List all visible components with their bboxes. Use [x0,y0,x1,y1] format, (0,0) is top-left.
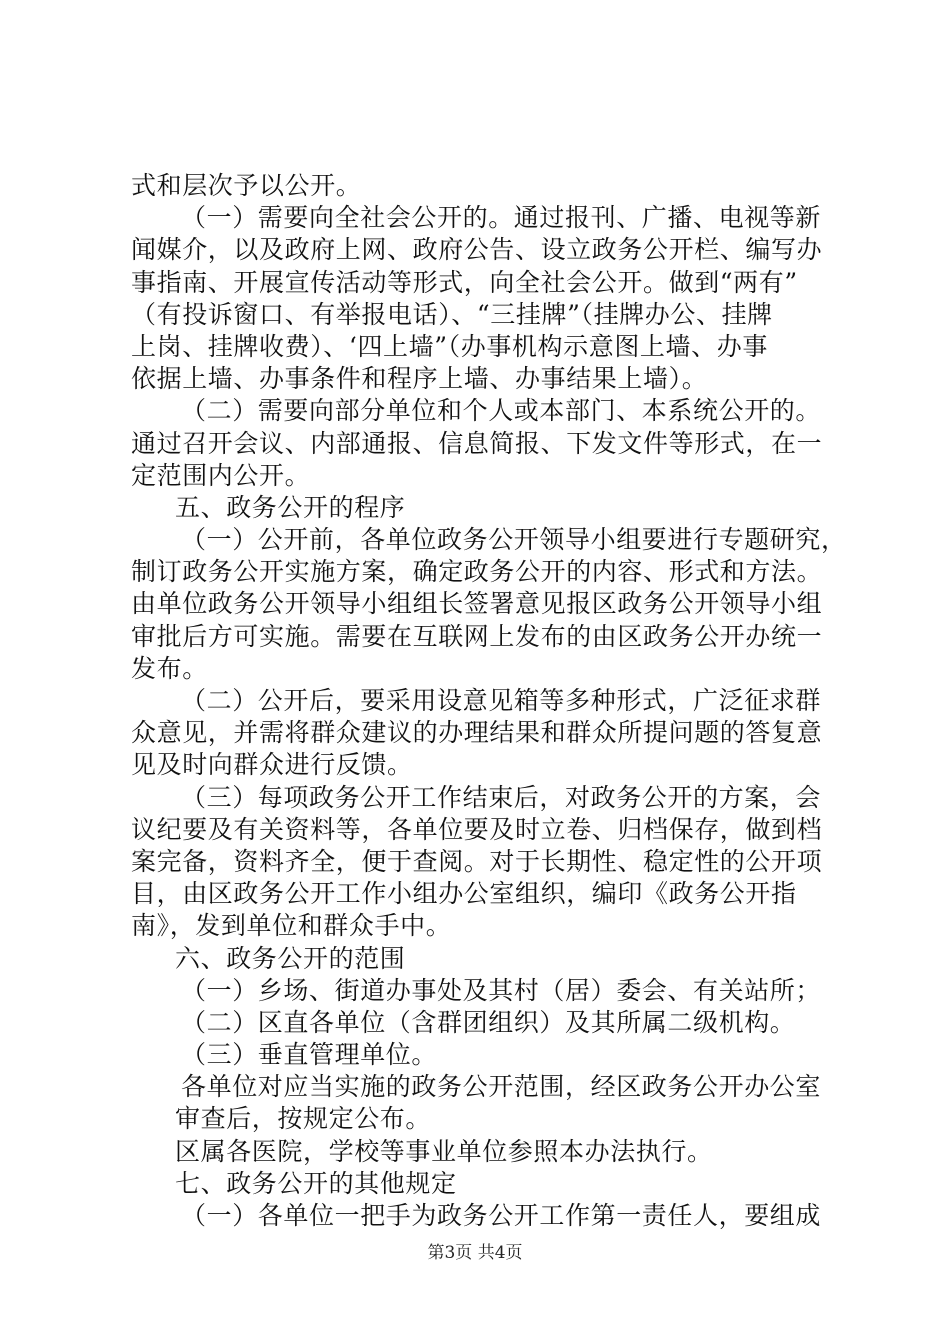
text-line: （二）区直各单位（含群团组织）及其所属二级机构。 [181,1007,796,1037]
text-line: 六、政务公开的范围 [175,943,406,973]
text-line: （一）各单位一把手为政务公开工作第一责任人，要组成 [181,1201,822,1230]
text-line: 五、政务公开的程序 [175,492,406,522]
text-line: 式和层次予以公开。 [131,171,362,200]
text-line: 依据上墙、办事条件和程序上墙、办事结果上墙）。 [131,364,708,394]
text-line: 通过召开会议、内部通报、信息简报、下发文件等形式，在一 [131,428,823,458]
text-line: （一）公开前，各单位政务公开领导小组要进行专题研究， [181,525,847,555]
page-number-label: 第3页 共4页 [427,1243,523,1263]
text-line: 南》，发到单位和群众手中。 [131,911,452,941]
text-line: 定范围内公开。 [131,460,311,490]
text-line: 审批后方可实施。需要在互联网上发布的由区政务公开办统一 [131,621,823,651]
text-line: 区属各医院，学校等事业单位参照本办法执行。 [175,1136,713,1166]
text-line: （三）垂直管理单位。 [181,1040,438,1070]
text-line: 案完备，资料齐全，便于查阅。对于长期性、稳定性的公开项 [131,846,823,876]
text-line: 上岗、挂牌收费）、‘四上墙”（办事机构示意图上墙、办事 [131,331,768,361]
text-line: 审查后，按规定公布。 [175,1104,432,1134]
text-line: 众意见，并需将群众建议的办理结果和群众所提问题的答复意 [131,718,823,748]
text-line: 制订政务公开实施方案，确定政务公开的内容、形式和方法。 [131,557,823,587]
text-line: 七、政务公开的其他规定 [175,1168,457,1198]
text-line: 发布。 [131,653,208,683]
text-line: 闻媒介，以及政府上网、政府公告、设立政务公开栏、编写办 [131,235,823,265]
text-line: （有投诉窗口、有举报电话）、“三挂牌”（挂牌办公、挂牌 [131,299,773,329]
text-line: （一）乡场、街道办事处及其村（居）委会、有关站所； [181,975,822,1005]
text-line: 事指南、开展宣传活动等形式，向全社会公开。做到“两有” [131,267,798,297]
text-line: 各单位对应当实施的政务公开范围，经区政务公开办公室 [181,1072,822,1102]
text-line: （一）需要向全社会公开的。通过报刊、广播、电视等新 [181,203,822,233]
document-body [131,170,847,1232]
text-line: 议纪要及有关资料等，各单位要及时立卷、归档保存，做到档 [131,814,823,844]
page-footer [0,1242,950,1264]
text-line: （二）公开后，要采用设意见箱等多种形式，广泛征求群 [181,686,822,715]
text-line: 见及时向群众进行反馈。 [131,750,413,780]
text-line: （二）需要向部分单位和个人或本部门、本系统公开的。 [181,396,822,426]
text-line: （三）每项政务公开工作结束后，对政务公开的方案，会 [181,782,822,812]
text-line: 由单位政务公开领导小组组长签署意见报区政务公开领导小组 [131,589,823,619]
text-line: 目，由区政务公开工作小组办公室组织，编印《政务公开指 [131,879,797,909]
